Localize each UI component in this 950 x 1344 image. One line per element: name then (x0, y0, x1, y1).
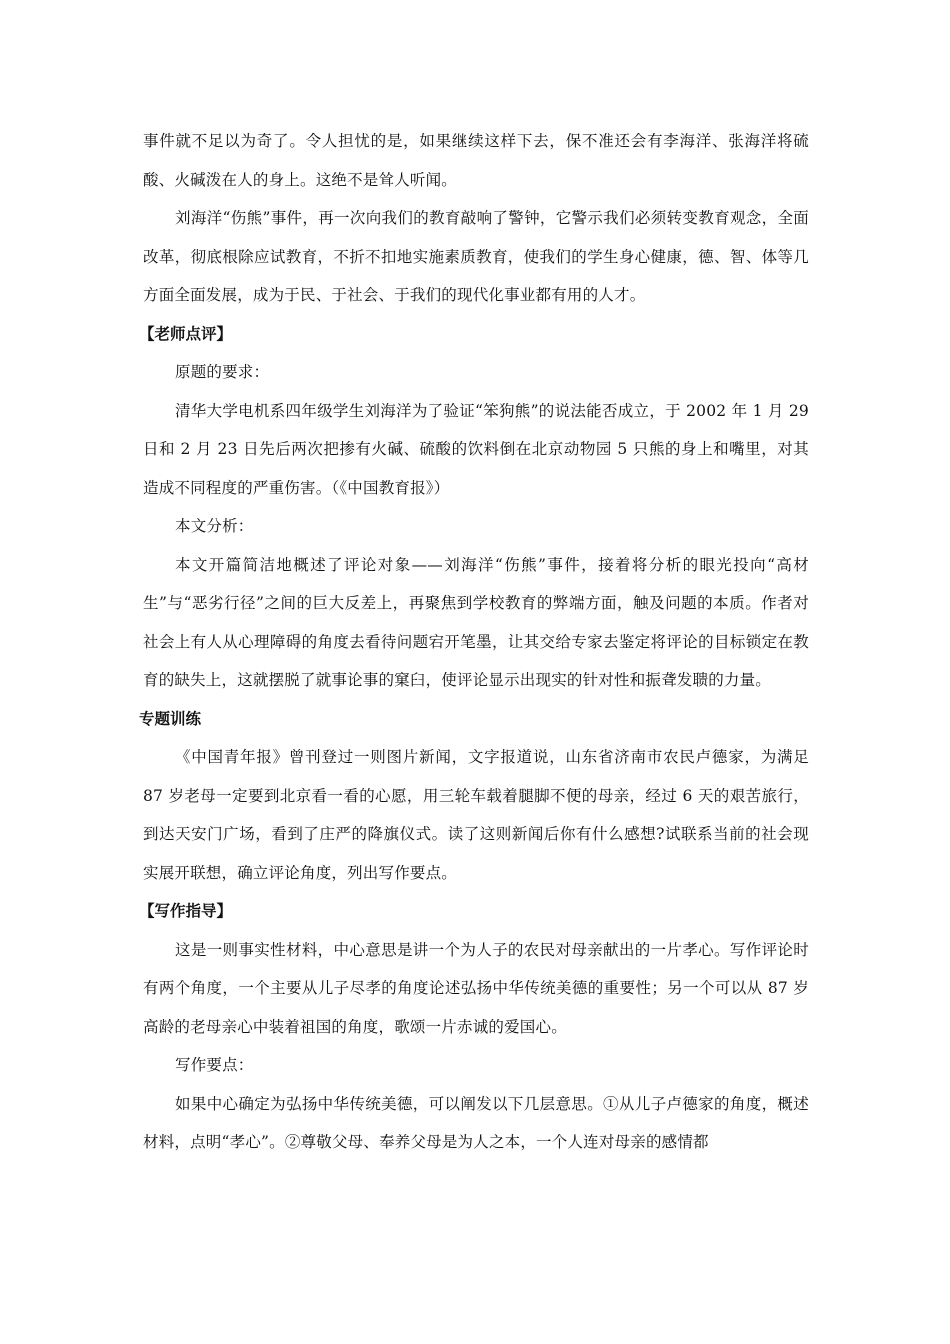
paragraph-training-material: 《中国青年报》曾刊登过一则图片新闻，文字报道说，山东省济南市农民卢德家，为满足 87 岁老母一定要到北京看一看的心愿，用三轮车载着腿脚不便的母亲，经过 6 天的艰苦旅行，到达天安门广场，看到了庄严的降旗仪式。读了这则新闻后你有什么感想?试联系当前的社会现实展开联想，确立评论角度，列出写作要点。 (143, 748, 809, 882)
heading-teacher-comment: 【老师点评】 (139, 324, 233, 343)
paragraph-2: 刘海洋“伤熊”事件，再一次向我们的教育敲响了警钟，它警示我们必须转变教育观念，全面改革，彻底根除应试教育，不折不扣地实施素质教育，使我们的学生身心健康，德、智、体等几方面全面发展，成为于民、于社会、于我们的现代化事业都有用的人才。 (143, 209, 809, 304)
paragraph-analysis: 本文开篇简洁地概述了评论对象——刘海洋“伤熊”事件，接着将分析的眼光投向“高材生”与“恶劣行径”之间的巨大反差上，再聚焦到学校教育的弊端方面，触及问题的本质。作者对社会上有人从心理障碍的角度去看待问题宕开笔墨，让其交给专家去鉴定将评论的目标锁定在教育的缺失上，这就摆脱了就事论事的窠臼，使评论显示出现实的针对性和振聋发聩的力量。 (143, 555, 809, 689)
paragraph-1: 事件就不足以为奇了。令人担忧的是，如果继续这样下去，保不准还会有李海洋、张海洋将硫酸、火碱泼在人的身上。这绝不是耸人听闻。 (143, 132, 809, 189)
document-page (139, 122, 809, 1162)
paragraph-original-requirement-label: 原题的要求： (175, 363, 270, 381)
paragraph-writing-points-label: 写作要点： (175, 1056, 254, 1074)
heading-special-training: 专题训练 (139, 709, 202, 728)
paragraph-guidance: 这是一则事实性材料，中心意思是讲一个为人子的农民对母亲献出的一片孝心。写作评论时有两个角度，一个主要从儿子尽孝的角度论述弘扬中华传统美德的重要性；另一个可以从 87 岁高龄的老母亲心中装着祖国的角度，歌颂一片赤诚的爱国心。 (143, 940, 809, 1036)
paragraph-writing-points: 如果中心确定为弘扬中华传统美德，可以阐发以下几层意思。①从儿子卢德家的角度，概述材料，点明“孝心”。②尊敬父母、奉养父母是为人之本，一个人连对母亲的感情都 (143, 1094, 809, 1151)
heading-writing-guidance: 【写作指导】 (139, 902, 233, 920)
paragraph-original-requirement: 清华大学电机系四年级学生刘海洋为了验证“笨狗熊”的说法能否成立，于 2002 年 1 月 29 日和 2 月 23 日先后两次把掺有火碱、硫酸的饮料倒在北京动物园 5 只熊的身上和嘴里，对其造成不同程度的严重伤害。（《中国教育报》） (143, 401, 809, 497)
paragraph-analysis-label: 本文分析： (175, 517, 254, 535)
